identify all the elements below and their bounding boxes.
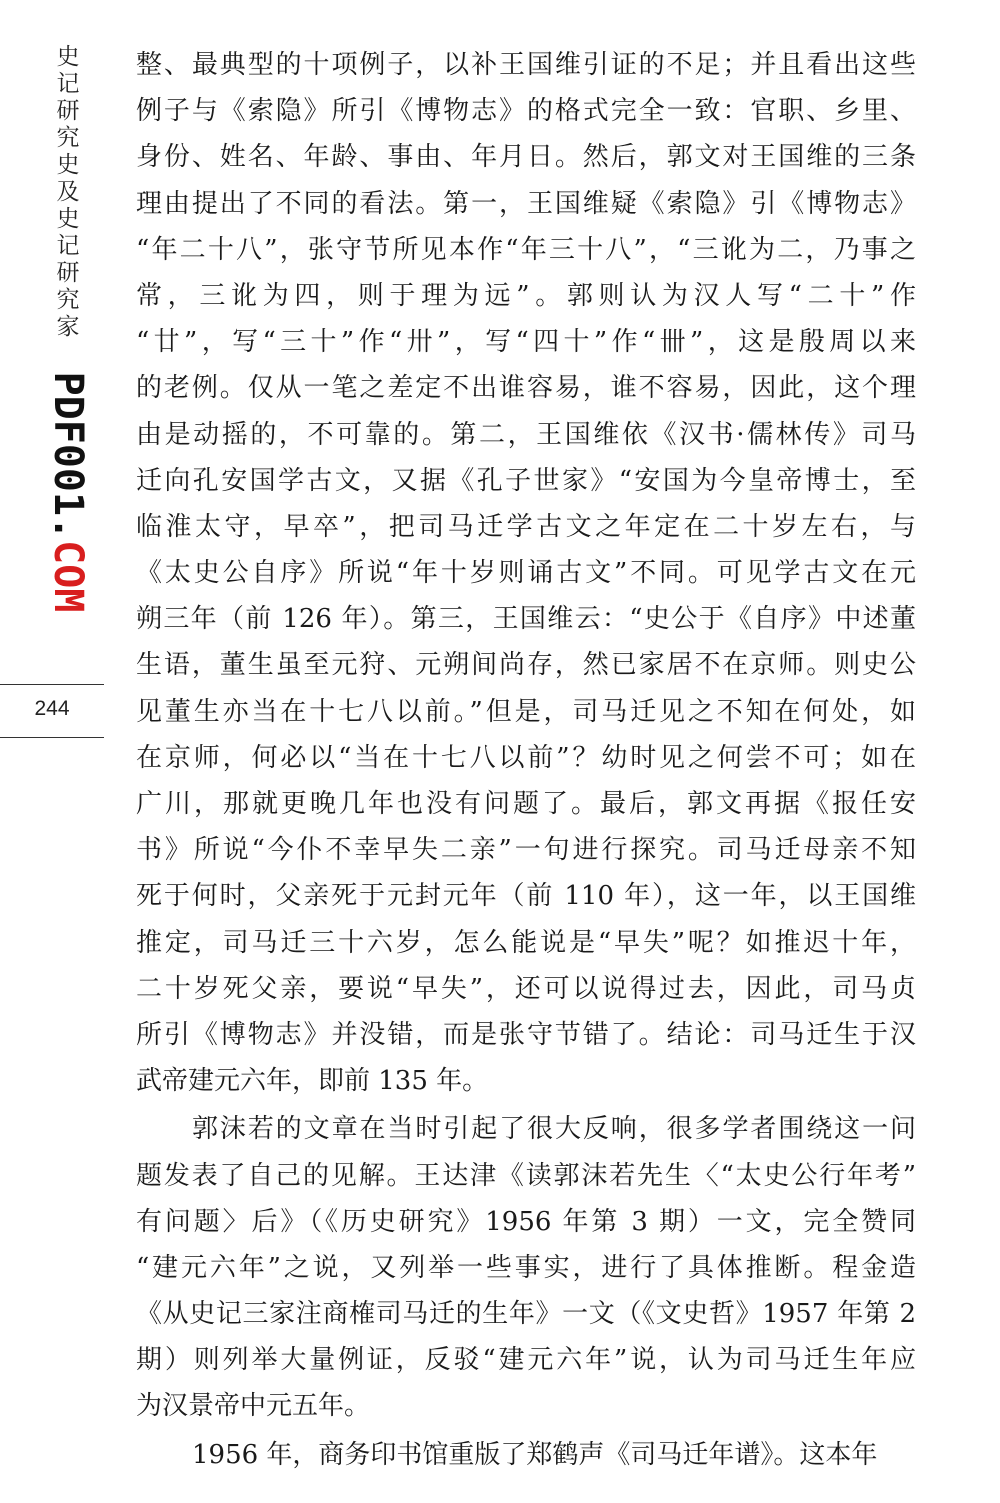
running-header-title: 史记研究史及史记研究家	[56, 44, 80, 340]
text-line: 题发表了自己的见解。王达津《读郭沫若先生〈“太史公行年考”	[136, 1160, 916, 1191]
text-line: 在京师，何必以“当在十七八以前”？幼时见之何尝不可；如在	[136, 742, 916, 773]
text-line: 朔三年（前 126 年）。第三，王国维云：“史公于《自序》中述董	[136, 604, 916, 635]
text-line: 见董生亦当在十七八以前。”但是，司马迁见之不知在何处，如	[136, 696, 916, 727]
text-line: 的老例。仅从一笔之差定不出谁容易，谁不容易，因此，这个理	[136, 373, 916, 404]
watermark-suffix: COM	[45, 540, 91, 613]
text-line: 《从史记三家注商榷司马迁的生年》一文（《文史哲》1957 年第 2	[136, 1299, 916, 1330]
text-line: 为汉景帝中元五年。	[136, 1391, 371, 1422]
text-line: “年二十八”，张守节所见本作“年三十八”，“三讹为二，乃事之	[136, 234, 916, 265]
page-number: 244	[34, 697, 70, 720]
text-line: 二十岁死父亲，要说“早失”，还可以说得过去，因此，司马贞	[136, 973, 916, 1004]
text-line: 生语，董生虽至元狩、元朔间尚存，然已家居不在京师。则史公	[136, 650, 916, 681]
paragraph	[136, 1106, 916, 1429]
paragraph	[136, 42, 916, 1104]
text-line: 整、最典型的十项例子，以补王国维引证的不足；并且看出这些	[136, 50, 916, 80]
text-line: 由是动摇的，不可靠的。第二，王国维依《汉书·儒林传》司马	[136, 419, 916, 450]
text-line: “建元六年”之说，又列举一些事实，进行了具体推断。程金造	[136, 1252, 916, 1283]
paragraph	[136, 1432, 916, 1478]
watermark-text	[45, 372, 91, 613]
body-text	[136, 42, 916, 1478]
text-line: 死于何时，父亲死于元封元年（前 110 年），这一年，以王国维	[136, 881, 916, 912]
watermark-prefix: PDF001.	[45, 371, 91, 541]
text-line: 理由提出了不同的看法。第一，王国维疑《索隐》引《博物志》	[136, 188, 916, 219]
page-number-rule-bottom	[0, 737, 104, 738]
text-line: 武帝建元六年，即前 135 年。	[136, 1066, 489, 1097]
text-line: 身份、姓名、年龄、事由、年月日。然后，郭文对王国维的三条	[136, 142, 916, 173]
text-line: 书》所说“今仆不幸早失二亲”一句进行探究。司马迁母亲不知	[136, 835, 916, 866]
text-line: 《太史公自序》所说“年十岁则诵古文”不同。可见学古文在元	[136, 558, 916, 589]
text-line: 1956 年，商务印书馆重版了郑鹤声《司马迁年谱》。这本年	[192, 1439, 878, 1470]
page-number-rule-top	[0, 684, 104, 685]
text-line: 郭沫若的文章在当时引起了很大反响，很多学者围绕这一问	[192, 1114, 916, 1145]
text-line: 常，三讹为四，则于理为远”。郭则认为汉人写“二十”作	[136, 280, 916, 311]
text-line: 推定，司马迁三十六岁，怎么能说是“早失”呢？如推迟十年，	[136, 927, 916, 958]
text-line: 例子与《索隐》所引《博物志》的格式完全一致：官职、乡里、	[136, 96, 916, 127]
text-line: 迁向孔安国学古文，又据《孔子世家》“安国为今皇帝博士，至	[136, 465, 916, 496]
text-line: 广川，那就更晚几年也没有问题了。最后，郭文再据《报任安	[136, 789, 916, 819]
text-line: 有问题〉后》（《历史研究》1956 年第 3 期）一文，完全赞同	[136, 1206, 916, 1237]
text-line: 临淮太守，早卒”，把司马迁学古文之年定在二十岁左右，与	[136, 511, 916, 542]
text-line: “廿”，写“三十”作“卅”，写“四十”作“卌”，这是殷周以来	[136, 327, 916, 358]
text-line: 期）则列举大量例证，反驳“建元六年”说，认为司马迁生年应	[136, 1345, 916, 1376]
watermark	[28, 372, 108, 612]
text-line: 所引《博物志》并没错，而是张守节错了。结论：司马迁生于汉	[136, 1019, 916, 1050]
